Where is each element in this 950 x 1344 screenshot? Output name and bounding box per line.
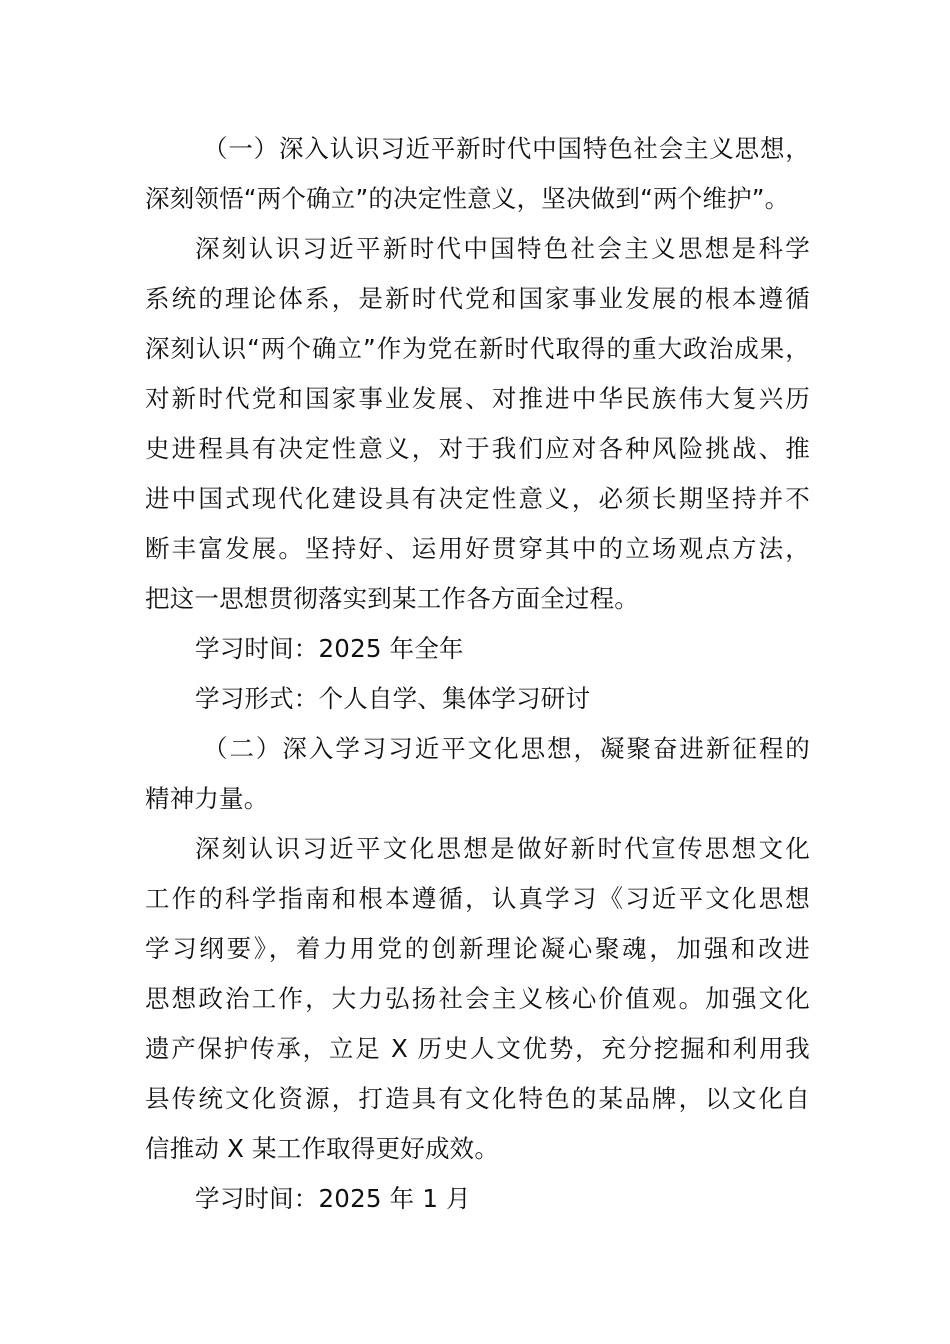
section-1-body-line-6: 进中国式现代化建设具有决定性意义，必须长期坚持并不 (145, 484, 810, 513)
section-1-body-line-1: 深刻认识习近平新时代中国特色社会主义思想是科学 (195, 234, 810, 263)
section-2-body-line-6: 县传统文化资源，打造具有文化特色的某品牌，以文化自 (145, 1084, 810, 1113)
section-1-heading-line-1: （一）深入认识习近平新时代中国特色社会主义思想， (203, 134, 810, 163)
section-1-body-line-4: 对新时代党和国家事业发展、对推进中华民族伟大复兴历 (145, 384, 810, 413)
section-1-body-line-5: 史进程具有决定性意义，对于我们应对各种风险挑战、推 (145, 434, 810, 463)
section-2-body-line-1: 深刻认识习近平文化思想是做好新时代宣传思想文化 (195, 834, 810, 863)
section-1 (145, 124, 810, 724)
section-2-body-line-2: 工作的科学指南和根本遵循，认真学习《习近平文化思想 (145, 884, 810, 913)
section-2-body-line-5: 遗产保护传承，立足 X 历史人文优势，充分挖掘和利用我 (145, 1034, 810, 1063)
section-1-heading-line-2: 深刻领悟“两个确立”的决定性意义，坚决做到“两个维护”。 (145, 184, 790, 213)
section-1-study-time: 学习时间：2025 年全年 (195, 634, 464, 663)
section-2-heading-line-1: （二）深入学习习近平文化思想，凝聚奋进新征程的 (203, 734, 810, 763)
section-2-body-line-4: 思想政治工作，大力弘扬社会主义核心价值观。加强文化 (145, 984, 810, 1013)
section-1-body-line-3: 深刻认识“两个确立”作为党在新时代取得的重大政治成果， (145, 334, 810, 363)
section-1-study-form: 学习形式：个人自学、集体学习研讨 (195, 684, 591, 713)
section-2-heading-line-2: 精神力量。 (145, 784, 269, 813)
document-content (145, 124, 810, 1224)
section-2-body-line-7: 信推动 X 某工作取得更好成效。 (145, 1134, 500, 1163)
section-2-study-time: 学习时间：2025 年 1 月 (195, 1184, 471, 1213)
section-2-body-line-3: 学习纲要》，着力用党的创新理论凝心聚魂，加强和改进 (145, 934, 810, 963)
section-2 (145, 724, 810, 1224)
section-1-body-line-2: 系统的理论体系，是新时代党和国家事业发展的根本遵循 (145, 284, 810, 313)
section-1-body-line-8: 把这一思想贯彻落实到某工作各方面全过程。 (145, 584, 639, 613)
section-1-body-line-7: 断丰富发展。坚持好、运用好贯穿其中的立场观点方法， (145, 534, 810, 563)
